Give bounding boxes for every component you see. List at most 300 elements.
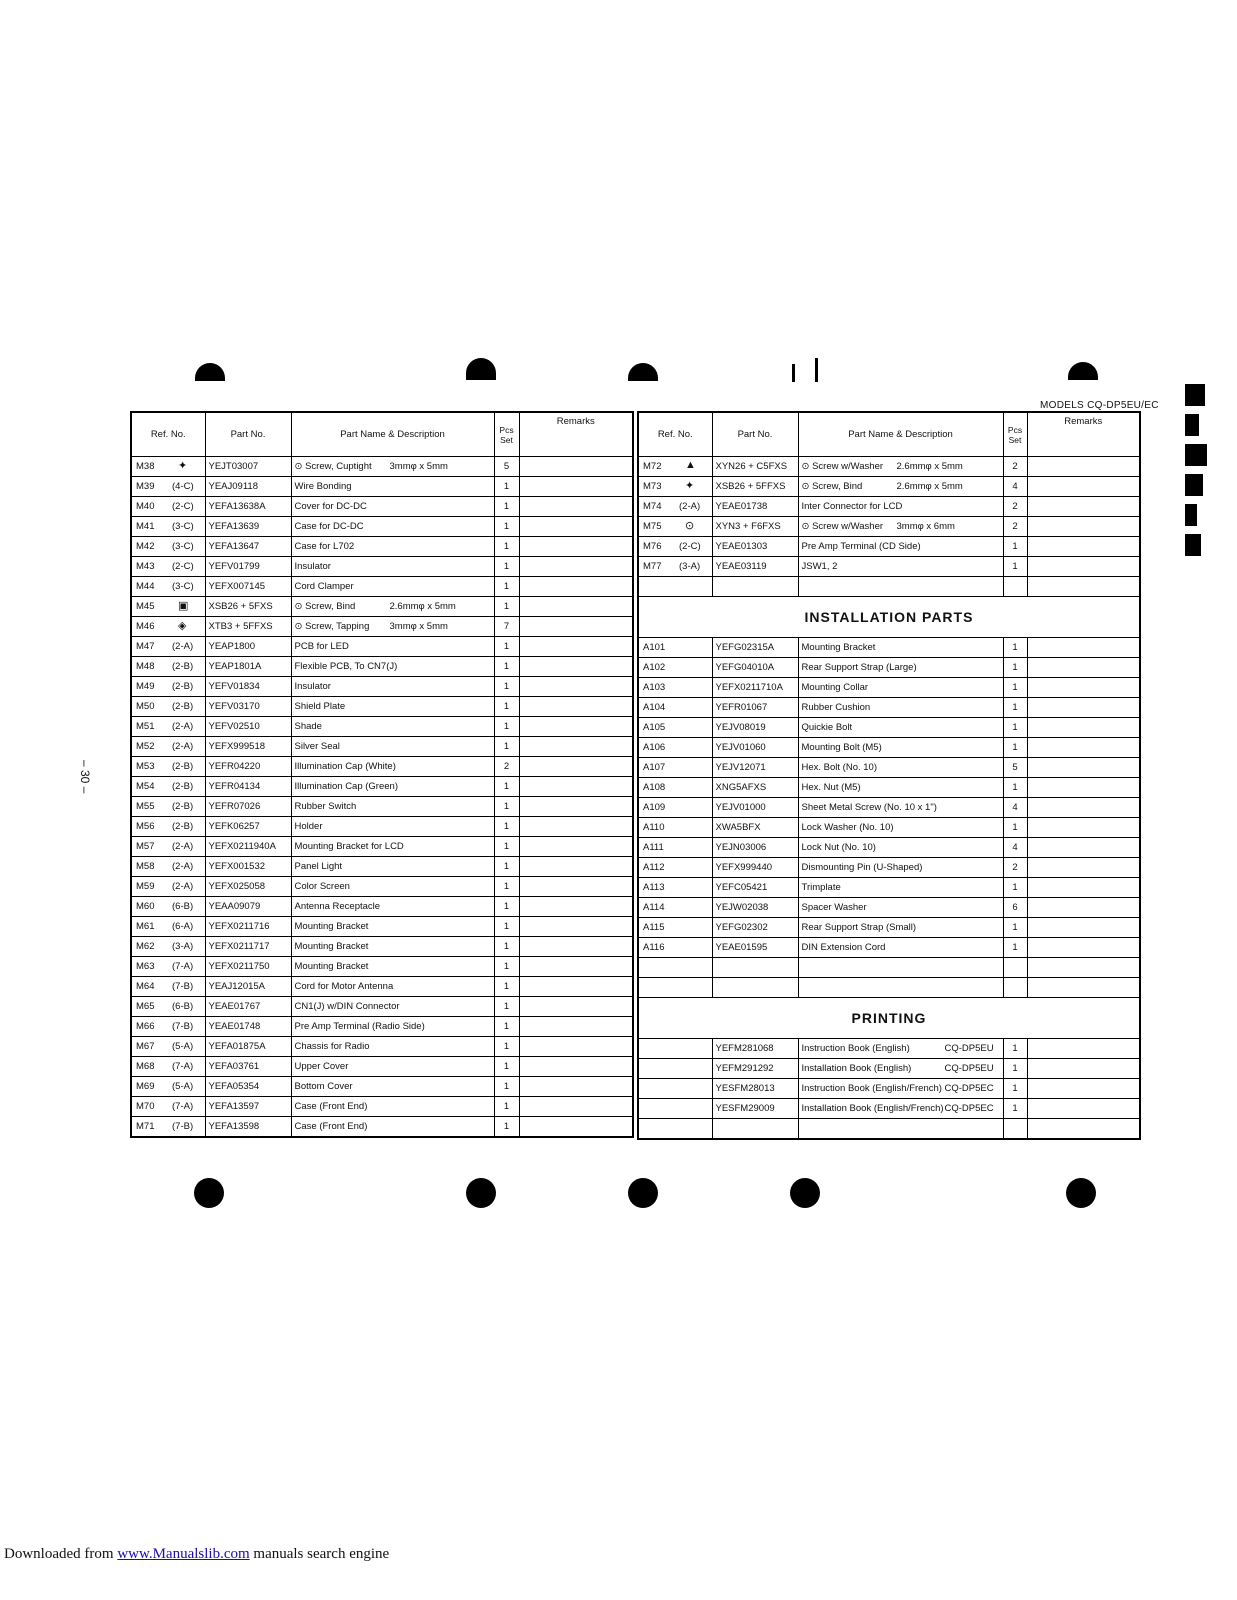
ref-cell bbox=[131, 1117, 205, 1138]
part-description bbox=[291, 777, 494, 797]
table-row bbox=[638, 918, 1140, 938]
pcs-count: 4 bbox=[1003, 838, 1027, 858]
description-text: Trimplate bbox=[801, 882, 841, 893]
pcs-count: 5 bbox=[1003, 758, 1027, 778]
pcs-count: 1 bbox=[494, 977, 519, 997]
ref-number: M64 bbox=[136, 981, 155, 992]
description-text: Rear Support Strap (Small) bbox=[801, 922, 917, 933]
part-description bbox=[291, 617, 494, 637]
col-pcs-header: Pcs Set bbox=[494, 412, 519, 457]
part-description bbox=[798, 1099, 1003, 1119]
part-number: XNG5AFXS bbox=[712, 778, 798, 798]
table-row bbox=[638, 517, 1140, 537]
ref-cell bbox=[638, 1059, 712, 1079]
remarks-cell bbox=[519, 937, 633, 957]
description-text: Insulator bbox=[294, 561, 331, 572]
ref-number: A107 bbox=[643, 762, 666, 773]
description-text: Instruction Book (English/French) bbox=[801, 1083, 942, 1094]
part-description bbox=[798, 537, 1003, 557]
part-description bbox=[291, 1017, 494, 1037]
part-description bbox=[798, 678, 1003, 698]
ref-cell bbox=[638, 457, 712, 477]
part-description bbox=[291, 997, 494, 1017]
part-number: YEFX0211716 bbox=[205, 917, 291, 937]
ref-number: M61 bbox=[136, 921, 155, 932]
part-number: YEFX0211750 bbox=[205, 957, 291, 977]
table-row bbox=[131, 737, 633, 757]
table-row bbox=[131, 837, 633, 857]
col-remarks-header: Remarks bbox=[519, 412, 633, 457]
part-number: YEFC05421 bbox=[712, 878, 798, 898]
ref-location: (6-B) bbox=[172, 1001, 194, 1012]
ref-location: (2-A) bbox=[679, 501, 701, 512]
part-description bbox=[291, 457, 494, 477]
pcs-count: 1 bbox=[494, 597, 519, 617]
pcs-count: 1 bbox=[494, 1077, 519, 1097]
ref-cell bbox=[131, 497, 205, 517]
description-text: Hex. Bolt (No. 10) bbox=[801, 762, 877, 773]
description-text: Inter Connector for LCD bbox=[801, 501, 903, 512]
part-description bbox=[798, 898, 1003, 918]
punch-mark bbox=[628, 363, 658, 381]
section-header-installation bbox=[638, 597, 1140, 638]
description-text: CN1(J) w/DIN Connector bbox=[294, 1001, 400, 1012]
part-number: YEFA01875A bbox=[205, 1037, 291, 1057]
ref-number: A113 bbox=[643, 882, 665, 893]
remarks-cell bbox=[1027, 497, 1140, 517]
description-text: Case (Front End) bbox=[294, 1101, 368, 1112]
table-row bbox=[638, 1059, 1140, 1079]
description-text: Dismounting Pin (U-Shaped) bbox=[801, 862, 923, 873]
pcs-count: 1 bbox=[494, 517, 519, 537]
ref-cell bbox=[131, 797, 205, 817]
part-description bbox=[798, 938, 1003, 958]
ref-cell bbox=[131, 1077, 205, 1097]
part-description bbox=[798, 1079, 1003, 1099]
part-description bbox=[798, 517, 1003, 537]
pcs-count: 1 bbox=[1003, 638, 1027, 658]
part-description bbox=[798, 698, 1003, 718]
punch-hole bbox=[466, 1178, 496, 1208]
blank-row bbox=[638, 978, 1140, 998]
ref-cell bbox=[638, 537, 712, 557]
dimension-text: 3mmφ x 5mm bbox=[389, 621, 448, 632]
part-number: YEFA13639 bbox=[205, 517, 291, 537]
pcs-count: 1 bbox=[1003, 557, 1027, 577]
part-number: YEFV03170 bbox=[205, 697, 291, 717]
table-row bbox=[131, 777, 633, 797]
description-text: Spacer Washer bbox=[801, 902, 867, 913]
ref-location: (3-A) bbox=[679, 561, 701, 572]
part-description bbox=[798, 758, 1003, 778]
remarks-cell bbox=[519, 757, 633, 777]
part-number: YEJW02038 bbox=[712, 898, 798, 918]
table-row bbox=[638, 1039, 1140, 1059]
description-text: Color Screen bbox=[294, 881, 350, 892]
ref-location: (2-C) bbox=[679, 541, 701, 552]
remarks-cell bbox=[519, 457, 633, 477]
description-text: Installation Book (English/French) bbox=[801, 1103, 944, 1114]
ref-number: M48 bbox=[136, 661, 155, 672]
description-text: Mounting Collar bbox=[801, 682, 869, 693]
pcs-count: 1 bbox=[1003, 938, 1027, 958]
remarks-cell bbox=[519, 877, 633, 897]
ref-cell bbox=[131, 617, 205, 637]
ref-cell bbox=[638, 918, 712, 938]
ref-location: (2-A) bbox=[172, 741, 194, 752]
table-row bbox=[131, 457, 633, 477]
ref-location: (6-B) bbox=[172, 901, 194, 912]
table-row bbox=[638, 477, 1140, 497]
pcs-count: 1 bbox=[494, 937, 519, 957]
remarks-cell bbox=[1027, 658, 1140, 678]
pcs-count: 1 bbox=[494, 817, 519, 837]
remarks-cell bbox=[519, 557, 633, 577]
table-row bbox=[131, 537, 633, 557]
ref-number: M56 bbox=[136, 821, 155, 832]
ref-number: M50 bbox=[136, 701, 155, 712]
part-description bbox=[291, 957, 494, 977]
pcs-count: 1 bbox=[494, 677, 519, 697]
screw-symbol-icon: ▣ bbox=[178, 600, 189, 612]
dimension-text: 2.6mmφ x 5mm bbox=[896, 481, 963, 492]
part-number: YEFV01799 bbox=[205, 557, 291, 577]
ref-cell bbox=[638, 658, 712, 678]
pcs-count: 1 bbox=[1003, 738, 1027, 758]
description-text: Mounting Bracket bbox=[801, 642, 876, 653]
table-row bbox=[131, 857, 633, 877]
remarks-cell bbox=[519, 577, 633, 597]
pcs-count: 1 bbox=[1003, 1099, 1027, 1119]
part-number: YEFR04220 bbox=[205, 757, 291, 777]
pcs-count: 1 bbox=[494, 777, 519, 797]
part-description bbox=[291, 877, 494, 897]
part-description bbox=[291, 537, 494, 557]
description-text: Sheet Metal Screw (No. 10 x 1") bbox=[801, 802, 937, 813]
remarks-cell bbox=[519, 1057, 633, 1077]
part-description bbox=[798, 1039, 1003, 1059]
part-description bbox=[291, 1077, 494, 1097]
remarks-cell bbox=[1027, 678, 1140, 698]
ref-number: M55 bbox=[136, 801, 155, 812]
ref-number: M66 bbox=[136, 1021, 155, 1032]
ref-number: M53 bbox=[136, 761, 155, 772]
description-text: Illumination Cap (White) bbox=[294, 761, 396, 772]
remarks-cell bbox=[1027, 457, 1140, 477]
ref-number: M72 bbox=[643, 461, 662, 472]
part-description bbox=[291, 1037, 494, 1057]
ref-location: (2-B) bbox=[172, 821, 194, 832]
pcs-count: 1 bbox=[1003, 1079, 1027, 1099]
remarks-cell bbox=[1027, 1059, 1140, 1079]
table-row bbox=[131, 877, 633, 897]
ref-number: M74 bbox=[643, 501, 662, 512]
ref-cell bbox=[638, 858, 712, 878]
part-number: YEFA13598 bbox=[205, 1117, 291, 1138]
description-text: Hex. Nut (M5) bbox=[801, 782, 861, 793]
part-number: YEFA03761 bbox=[205, 1057, 291, 1077]
ref-location: (2-B) bbox=[172, 801, 194, 812]
ref-number: M45 bbox=[136, 601, 155, 612]
description-text: Mounting Bracket bbox=[294, 961, 369, 972]
ref-number: A110 bbox=[643, 822, 665, 833]
remarks-cell bbox=[519, 897, 633, 917]
installation-title: INSTALLATION PARTS bbox=[638, 597, 1140, 638]
description-text: Silver Seal bbox=[294, 741, 340, 752]
part-number: YEJV12071 bbox=[712, 758, 798, 778]
part-number: YEFM281068 bbox=[712, 1039, 798, 1059]
col-part-header: Part No. bbox=[712, 412, 798, 457]
pcs-count: 1 bbox=[1003, 698, 1027, 718]
ref-cell bbox=[131, 737, 205, 757]
pcs-count: 1 bbox=[494, 717, 519, 737]
ref-cell bbox=[638, 517, 712, 537]
part-number: YEAJ12015A bbox=[205, 977, 291, 997]
blank-row bbox=[638, 958, 1140, 978]
pcs-count: 1 bbox=[494, 1057, 519, 1077]
punch-hole bbox=[1066, 1178, 1096, 1208]
blank-row bbox=[638, 577, 1140, 597]
ref-cell bbox=[131, 817, 205, 837]
ref-number: M62 bbox=[136, 941, 155, 952]
ref-number: M67 bbox=[136, 1041, 155, 1052]
remarks-cell bbox=[519, 997, 633, 1017]
description-text: Rubber Switch bbox=[294, 801, 357, 812]
description-text: Bottom Cover bbox=[294, 1081, 353, 1092]
part-description bbox=[291, 677, 494, 697]
table-row bbox=[131, 697, 633, 717]
part-number: YEFX0211717 bbox=[205, 937, 291, 957]
remarks-cell bbox=[519, 1097, 633, 1117]
table-row bbox=[131, 517, 633, 537]
ref-location: (7-B) bbox=[172, 1121, 194, 1132]
ref-cell bbox=[131, 997, 205, 1017]
remarks-cell bbox=[1027, 1099, 1140, 1119]
table-row bbox=[638, 758, 1140, 778]
pcs-count: 2 bbox=[1003, 457, 1027, 477]
ref-cell bbox=[638, 1079, 712, 1099]
punch-mark bbox=[815, 358, 818, 382]
ref-number: A115 bbox=[643, 922, 665, 933]
part-number: YEAP1801A bbox=[205, 657, 291, 677]
pcs-count: 4 bbox=[1003, 798, 1027, 818]
description-text: DIN Extension Cord bbox=[801, 942, 886, 953]
part-number: YEFX999518 bbox=[205, 737, 291, 757]
pcs-count: 1 bbox=[1003, 718, 1027, 738]
ref-location: (7-B) bbox=[172, 1021, 194, 1032]
ref-cell bbox=[638, 798, 712, 818]
remarks-cell bbox=[519, 837, 633, 857]
ref-location: (2-C) bbox=[172, 561, 194, 572]
model-text: CQ-DP5EU bbox=[944, 1063, 994, 1074]
ref-number: M69 bbox=[136, 1081, 155, 1092]
screw-symbol-icon: ◈ bbox=[178, 620, 187, 632]
ref-cell bbox=[131, 657, 205, 677]
ref-cell bbox=[638, 1039, 712, 1059]
ref-location: (7-B) bbox=[172, 981, 194, 992]
ref-location: (2-B) bbox=[172, 681, 194, 692]
table-row bbox=[131, 497, 633, 517]
description-text: Instruction Book (English) bbox=[801, 1043, 910, 1054]
part-description bbox=[798, 497, 1003, 517]
pcs-count: 1 bbox=[494, 917, 519, 937]
remarks-cell bbox=[1027, 858, 1140, 878]
ref-location: (2-B) bbox=[172, 701, 194, 712]
description-text: Insulator bbox=[294, 681, 331, 692]
pcs-count: 1 bbox=[1003, 1039, 1027, 1059]
ref-number: M39 bbox=[136, 481, 155, 492]
part-number: YEFG02302 bbox=[712, 918, 798, 938]
ref-location: (4-C) bbox=[172, 481, 194, 492]
punch-mark bbox=[792, 364, 795, 382]
pcs-count: 1 bbox=[494, 877, 519, 897]
remarks-cell bbox=[519, 1077, 633, 1097]
description-text: ⊙ Screw w/Washer bbox=[801, 461, 884, 472]
col-ref-header: Ref. No. bbox=[638, 412, 712, 457]
remarks-cell bbox=[519, 1037, 633, 1057]
ref-number: A102 bbox=[643, 662, 666, 673]
part-number: YEAE01595 bbox=[712, 938, 798, 958]
table-row bbox=[638, 798, 1140, 818]
ref-location: (2-A) bbox=[172, 841, 194, 852]
pcs-count: 1 bbox=[494, 1037, 519, 1057]
part-number: YEFX0211710A bbox=[712, 678, 798, 698]
table-row bbox=[131, 797, 633, 817]
part-description bbox=[291, 517, 494, 537]
table-row bbox=[638, 497, 1140, 517]
part-number: YEJV01060 bbox=[712, 738, 798, 758]
model-text: CQ-DP5EU bbox=[944, 1043, 994, 1054]
part-description bbox=[798, 858, 1003, 878]
ref-location: (3-C) bbox=[172, 581, 194, 592]
description-text: Shade bbox=[294, 721, 322, 732]
remarks-cell bbox=[519, 777, 633, 797]
ref-cell bbox=[131, 477, 205, 497]
remarks-cell bbox=[1027, 718, 1140, 738]
part-description bbox=[291, 937, 494, 957]
parts-table-right bbox=[637, 411, 1141, 1140]
part-description bbox=[291, 637, 494, 657]
ref-location: (3-C) bbox=[172, 521, 194, 532]
part-number: YEFG04010A bbox=[712, 658, 798, 678]
remarks-cell bbox=[1027, 818, 1140, 838]
pcs-count: 1 bbox=[494, 557, 519, 577]
ref-location: (5-A) bbox=[172, 1081, 194, 1092]
part-description bbox=[798, 718, 1003, 738]
pcs-count: 4 bbox=[1003, 477, 1027, 497]
part-number: XSB26 + 5FFXS bbox=[712, 477, 798, 497]
table-row bbox=[638, 898, 1140, 918]
ref-cell bbox=[131, 457, 205, 477]
part-number: YEFG02315A bbox=[712, 638, 798, 658]
dimension-text: 3mmφ x 6mm bbox=[896, 521, 955, 532]
part-description bbox=[798, 838, 1003, 858]
manualslib-link[interactable]: www.Manualslib.com bbox=[117, 1546, 250, 1562]
table-row bbox=[131, 937, 633, 957]
section-header-printing bbox=[638, 998, 1140, 1039]
description-text: ⊙ Screw, Cuptight bbox=[294, 461, 372, 472]
ref-cell bbox=[638, 878, 712, 898]
ref-location: (7-A) bbox=[172, 1061, 194, 1072]
part-number: XYN26 + C5FXS bbox=[712, 457, 798, 477]
pcs-count: 1 bbox=[494, 1117, 519, 1138]
table-row bbox=[131, 897, 633, 917]
part-number: YEJN03006 bbox=[712, 838, 798, 858]
remarks-cell bbox=[519, 597, 633, 617]
description-text: Mounting Bracket bbox=[294, 941, 369, 952]
ref-cell bbox=[131, 697, 205, 717]
ref-cell bbox=[131, 877, 205, 897]
pcs-count: 1 bbox=[1003, 678, 1027, 698]
part-description bbox=[798, 878, 1003, 898]
part-number: YEJV01000 bbox=[712, 798, 798, 818]
ref-cell bbox=[638, 818, 712, 838]
ref-cell bbox=[638, 718, 712, 738]
pcs-count: 7 bbox=[494, 617, 519, 637]
ref-number: A101 bbox=[643, 642, 666, 653]
part-description bbox=[291, 1117, 494, 1138]
ref-number: M63 bbox=[136, 961, 155, 972]
part-description bbox=[798, 477, 1003, 497]
pcs-count: 1 bbox=[1003, 778, 1027, 798]
pcs-count: 6 bbox=[1003, 898, 1027, 918]
ref-number: M75 bbox=[643, 521, 662, 532]
part-number: YEFA13638A bbox=[205, 497, 291, 517]
part-description bbox=[798, 738, 1003, 758]
table-row bbox=[131, 1037, 633, 1057]
part-number: YEFM291292 bbox=[712, 1059, 798, 1079]
ref-number: A106 bbox=[643, 742, 666, 753]
part-description bbox=[291, 977, 494, 997]
remarks-cell bbox=[519, 1017, 633, 1037]
part-number: YEFX007145 bbox=[205, 577, 291, 597]
pcs-count: 1 bbox=[494, 1017, 519, 1037]
remarks-cell bbox=[1027, 537, 1140, 557]
pcs-count: 2 bbox=[494, 757, 519, 777]
remarks-cell bbox=[1027, 1039, 1140, 1059]
ref-number: M42 bbox=[136, 541, 155, 552]
part-description bbox=[291, 477, 494, 497]
ref-number: M76 bbox=[643, 541, 662, 552]
description-text: ⊙ Screw w/Washer bbox=[801, 521, 884, 532]
pcs-count: 1 bbox=[1003, 918, 1027, 938]
remarks-cell bbox=[519, 857, 633, 877]
part-number: XWA5BFX bbox=[712, 818, 798, 838]
part-number: YEFA13647 bbox=[205, 537, 291, 557]
ref-cell bbox=[131, 577, 205, 597]
ref-cell bbox=[131, 677, 205, 697]
ref-cell bbox=[131, 957, 205, 977]
description-text: Holder bbox=[294, 821, 323, 832]
part-number: YESFM29009 bbox=[712, 1099, 798, 1119]
pcs-count: 5 bbox=[494, 457, 519, 477]
description-text: Cord Clamper bbox=[294, 581, 354, 592]
part-number: YEAP1800 bbox=[205, 637, 291, 657]
part-number: YEAE01767 bbox=[205, 997, 291, 1017]
ref-cell bbox=[638, 497, 712, 517]
ref-cell bbox=[638, 557, 712, 577]
ref-number: A108 bbox=[643, 782, 666, 793]
table-row bbox=[131, 917, 633, 937]
description-text: Installation Book (English) bbox=[801, 1063, 912, 1074]
part-number: YEAE01303 bbox=[712, 537, 798, 557]
ref-cell bbox=[131, 1057, 205, 1077]
part-description bbox=[291, 597, 494, 617]
table-row bbox=[638, 557, 1140, 577]
remarks-cell bbox=[519, 617, 633, 637]
part-description bbox=[291, 1097, 494, 1117]
ref-location: (3-C) bbox=[172, 541, 194, 552]
